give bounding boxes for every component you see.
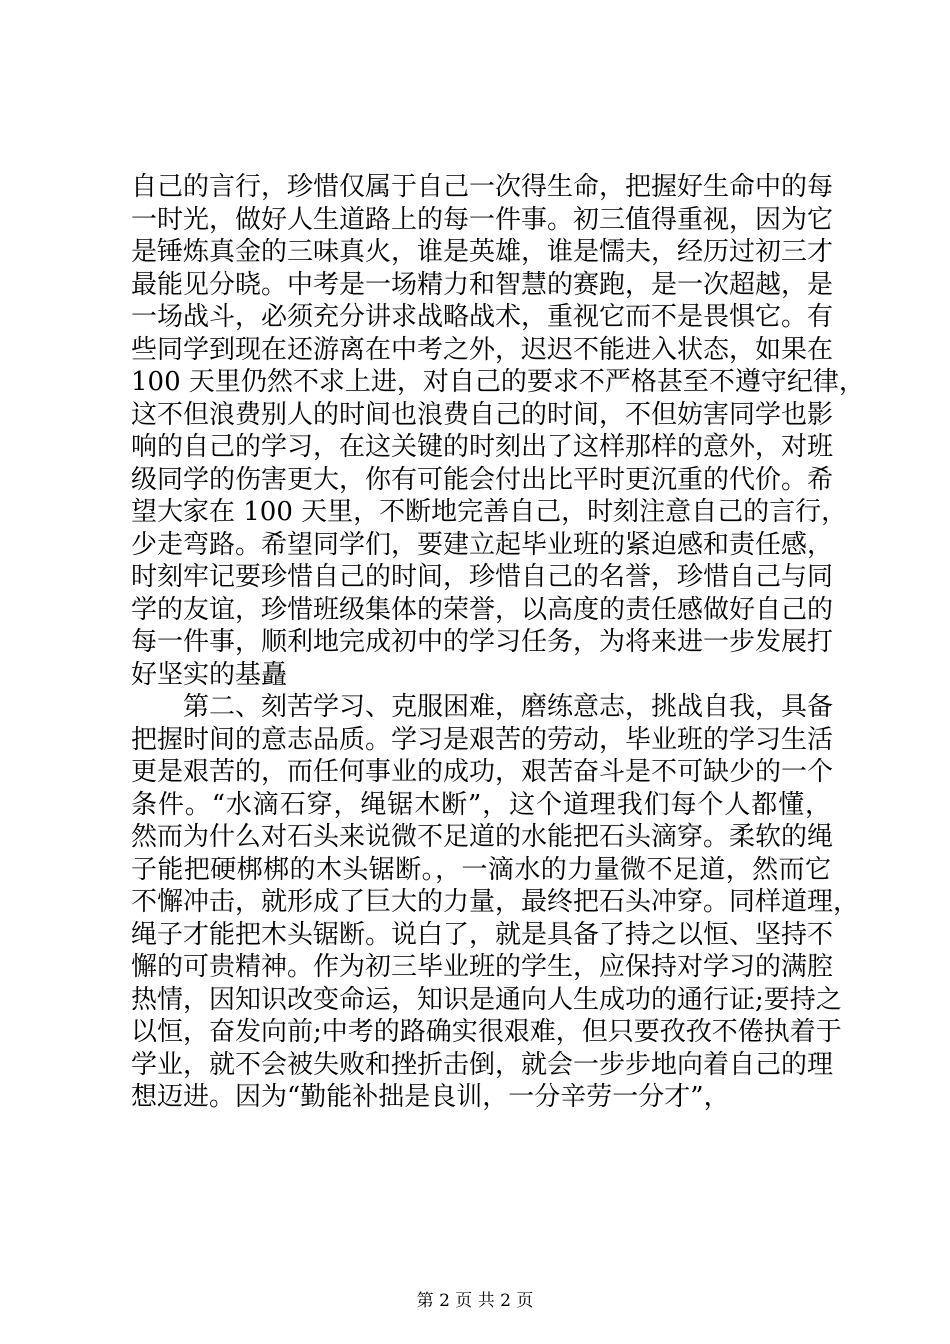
text-line: 少走弯路。希望同学们，要建立起毕业班的紧迫感和责任感， bbox=[131, 529, 834, 560]
text-line: 自己的言行，珍惜仅属于自己一次得生命，把握好生命中的每 bbox=[131, 172, 834, 202]
text-line: 时刻牢记要珍惜自己的时间，珍惜自己的名誉，珍惜自己与同 bbox=[131, 562, 834, 592]
text-line: 响的自己的学习，在这关键的时刻出了这样那样的意外，对班 bbox=[131, 432, 834, 462]
text-line: 些同学到现在还游离在中考之外，迟迟不能进入状态，如果在 bbox=[131, 334, 834, 365]
text-line: 级同学的伤害更大，你有可能会付出比平时更沉重的代价。希 bbox=[131, 464, 834, 495]
text-line: 热情，因知识改变命运，知识是通向人生成功的通行证;要持之 bbox=[131, 984, 842, 1015]
text-line: 子能把硬梆梆的木头锯断。，一滴水的力量微不足道，然而它 bbox=[131, 854, 831, 885]
body-text bbox=[131, 171, 865, 1114]
text-line: 这不但浪费别人的时间也浪费自己的时间，不但妨害同学也影 bbox=[131, 399, 834, 430]
text-line: 望大家在 100 天里，不断地完善自己，时刻注意自己的言行， bbox=[131, 497, 848, 527]
text-line: 是锤炼真金的三味真火，谁是英雄，谁是懦夫，经历过初三才 bbox=[131, 237, 834, 267]
text-line: 学的友谊，珍惜班级集体的荣誉，以高度的责任感做好自己的 bbox=[131, 594, 834, 625]
text-line: 第二、刻苦学习、克服困难，磨练意志，挑战自我，具备 bbox=[131, 692, 834, 722]
text-line: 条件。“水滴石穿，绳锯木断”，这个道理我们每个人都懂， bbox=[131, 789, 831, 820]
text-line: 最能见分晓。中考是一场精力和智慧的赛跑，是一次超越，是 bbox=[131, 269, 834, 300]
text-line: 学业，就不会被失败和挫折击倒，就会一步步地向着自己的理 bbox=[131, 1049, 834, 1080]
text-line: 不懈冲击，就形成了巨大的力量，最终把石头冲穿。同样道理， bbox=[131, 887, 860, 917]
text-line: 以恒，奋发向前;中考的路确实很艰难，但只要孜孜不倦执着于 bbox=[131, 1017, 842, 1047]
text-line: 绳子才能把木头锯断。说白了，就是具备了持之以恒、坚持不 bbox=[131, 919, 834, 950]
text-line: 一场战斗，必须充分讲求战略战术，重视它而不是畏惧它。有 bbox=[131, 302, 834, 332]
text-line: 想迈进。因为“勤能补拙是良训，一分辛劳一分才”， bbox=[131, 1082, 730, 1112]
text-line: 好坚实的基矗 bbox=[131, 659, 288, 690]
text-line: 把握时间的意志品质。学习是艰苦的劳动，毕业班的学习生活 bbox=[131, 724, 834, 755]
text-line: 100 天里仍然不求上进，对自己的要求不严格甚至不遵守纪律， bbox=[131, 367, 865, 397]
text-line: 一时光，做好人生道路上的每一件事。初三值得重视，因为它 bbox=[131, 204, 834, 235]
text-line: 然而为什么对石头来说微不足道的水能把石头滴穿。柔软的绳 bbox=[131, 822, 834, 852]
text-line: 更是艰苦的，而任何事业的成功，艰苦奋斗是不可缺少的一个 bbox=[131, 757, 834, 787]
page-footer: 第 2 页 共 2 页 bbox=[416, 1291, 534, 1311]
text-line: 懈的可贵精神。作为初三毕业班的学生，应保持对学习的满腔 bbox=[131, 952, 834, 982]
text-line: 每一件事，顺利地完成初中的学习任务，为将来进一步发展打 bbox=[131, 627, 834, 657]
